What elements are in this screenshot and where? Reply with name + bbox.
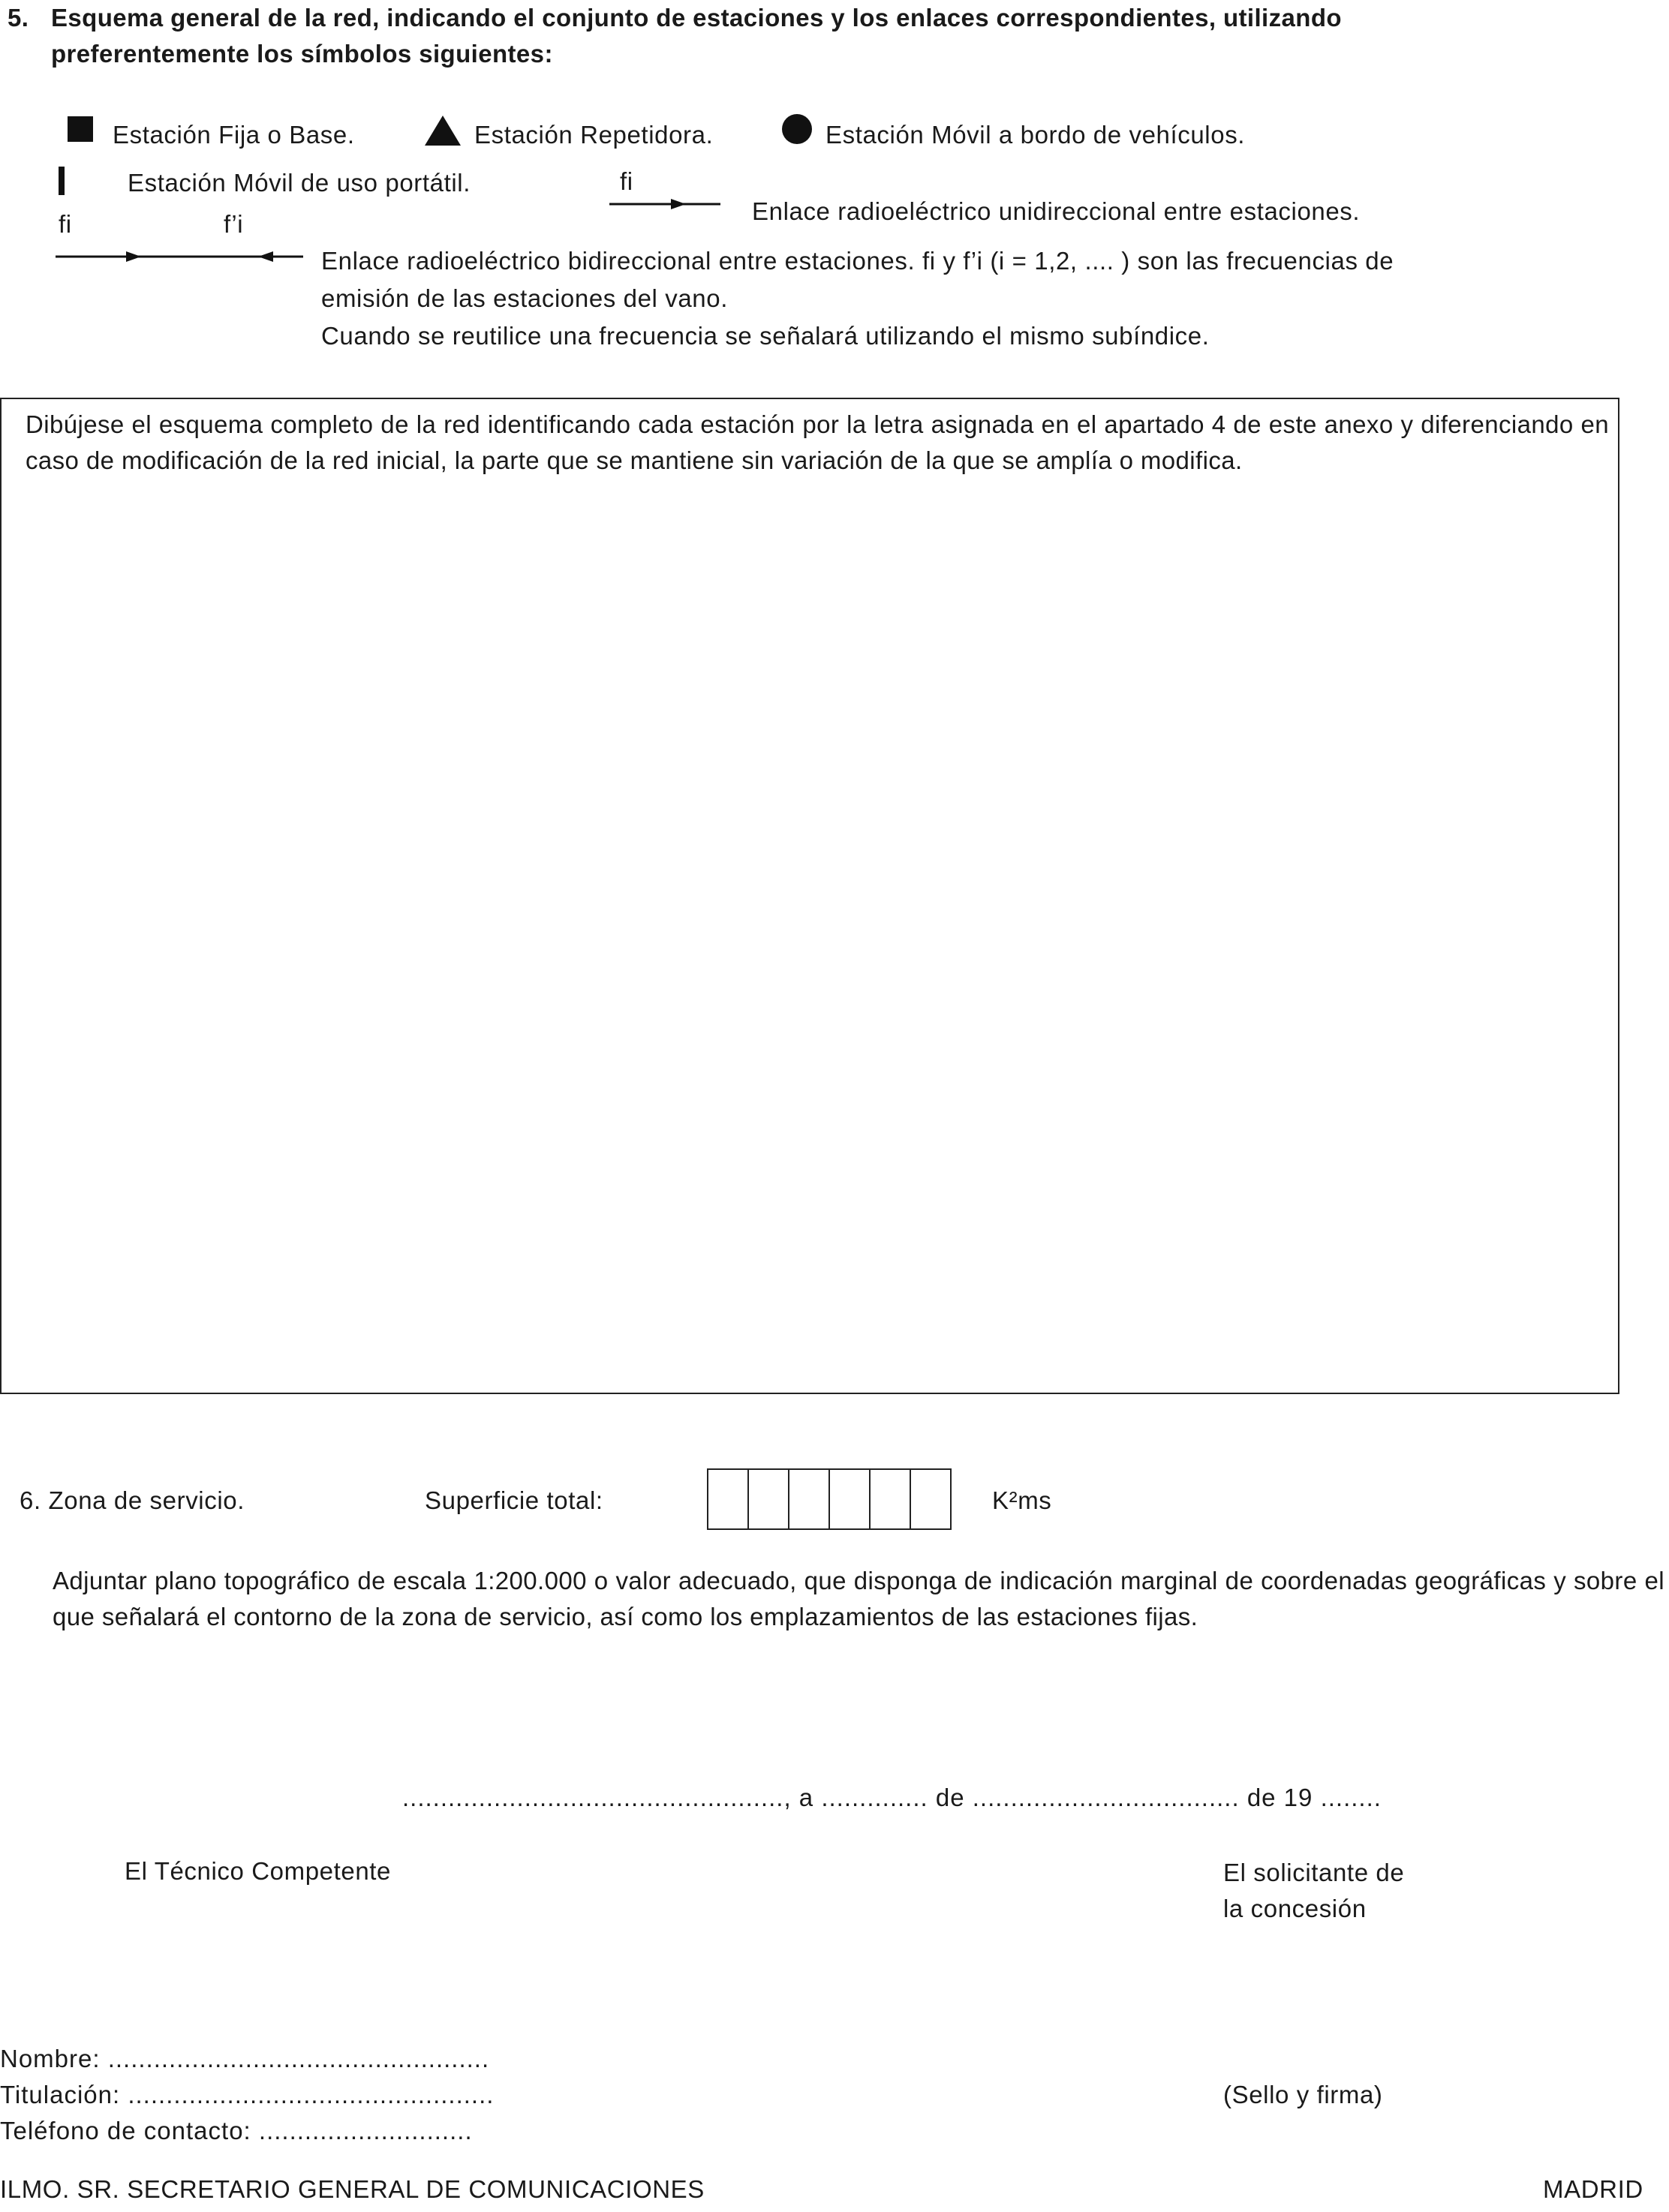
unidirectional-link-arrow-icon: [609, 197, 722, 212]
section-5-heading: [8, 0, 1655, 72]
section-6-heading: 6. Zona de servicio.: [20, 1486, 245, 1514]
repeater-station-triangle-icon: [425, 116, 461, 146]
date-month-field[interactable]: ...................................: [972, 1784, 1240, 1811]
legend-bidirectional-link-3: Cuando se reutilice una frecuencia se señalará utilizando el mismo subíndice.: [321, 322, 1210, 350]
legend-repeater-station: Estación Repetidora.: [474, 121, 714, 149]
addressee: ILMO. SR. SECRETARIO GENERAL DE COMUNICACIONES: [0, 2175, 705, 2203]
surface-digit-cell[interactable]: [788, 1468, 830, 1530]
seal-and-signature-label: (Sello y firma): [1223, 2081, 1383, 2108]
section-6-paragraph: Adjuntar plano topográfico de escala 1:200.000 o valor adecuado, que disponga de indicación marginal de coordenadas geográficas y sobre el que señalará el contorno de la zona de servicio, así como los emplazamientos de las estaciones fijas.: [53, 1567, 1664, 1630]
section-5-text-line1: Esquema general de la red, indicando el conjunto de estaciones y los enlaces correspondientes, utilizando: [51, 4, 1342, 32]
section-5-text-line2: preferentemente los símbolos siguientes:: [51, 40, 553, 68]
bidirectional-freq-label-2: f’i: [224, 210, 244, 238]
applicant-label-line1: El solicitante de: [1223, 1859, 1405, 1886]
technician-signature-label: El Técnico Competente: [125, 1857, 392, 1885]
fixed-station-square-icon: [68, 116, 93, 142]
contact-title-field[interactable]: Titulación: ................................................: [0, 2081, 495, 2108]
surface-digit-cell[interactable]: [910, 1468, 952, 1530]
surface-input-cells[interactable]: [708, 1468, 952, 1530]
date-de19-text: de 19: [1246, 1784, 1313, 1811]
date-place-field[interactable]: ..................................................: [402, 1784, 784, 1811]
unidirectional-freq-label: fi: [620, 167, 633, 195]
vehicle-station-circle-icon: [782, 114, 812, 144]
legend-bidirectional-link-2: emisión de las estaciones del vano.: [321, 284, 728, 312]
surface-label: Superficie total:: [425, 1486, 603, 1514]
portable-station-bar-icon: [59, 167, 65, 195]
legend-portable-station: Estación Móvil de uso portátil.: [128, 169, 471, 197]
surface-digit-cell[interactable]: [869, 1468, 911, 1530]
drawing-box-instruction: Dibújese el esquema completo de la red identificando cada estación por la letra asignada en el apartado 4 de este anexo y diferenciando en caso de modificación de la red inicial, la parte que se mantiene sin variación de la que se amplía o modifica.: [26, 410, 1609, 474]
legend-unidirectional-link: Enlace radioeléctrico unidireccional entre estaciones.: [752, 197, 1361, 225]
contact-phone-field[interactable]: Teléfono de contacto: ............................: [0, 2117, 473, 2144]
date-day-field[interactable]: ..............: [821, 1784, 928, 1811]
date-a-text: , a: [783, 1784, 814, 1811]
surface-digit-cell[interactable]: [707, 1468, 749, 1530]
city: MADRID: [1543, 2175, 1643, 2203]
section-5-number: 5.: [8, 4, 29, 32]
bidirectional-link-arrow-icon: [56, 249, 305, 264]
date-de-text: de: [935, 1784, 965, 1811]
date-line[interactable]: [402, 1780, 1382, 1816]
applicant-label-line2: la concesión: [1223, 1895, 1367, 1922]
surface-unit: K²ms: [992, 1486, 1052, 1514]
surface-digit-cell[interactable]: [747, 1468, 789, 1530]
legend-fixed-station: Estación Fija o Base.: [113, 121, 355, 149]
contact-name-field[interactable]: Nombre: ..................................................: [0, 2045, 490, 2072]
surface-digit-cell[interactable]: [828, 1468, 871, 1530]
date-year-field[interactable]: ........: [1320, 1784, 1382, 1811]
bidirectional-freq-label-1: fi: [59, 210, 72, 238]
legend-bidirectional-link-1: Enlace radioeléctrico bidireccional entre estaciones. fi y f’i (i = 1,2, .... ) son las frecuencias de: [321, 247, 1394, 275]
legend-vehicle-station: Estación Móvil a bordo de vehículos.: [825, 121, 1246, 149]
network-drawing-box[interactable]: [0, 398, 1619, 1394]
